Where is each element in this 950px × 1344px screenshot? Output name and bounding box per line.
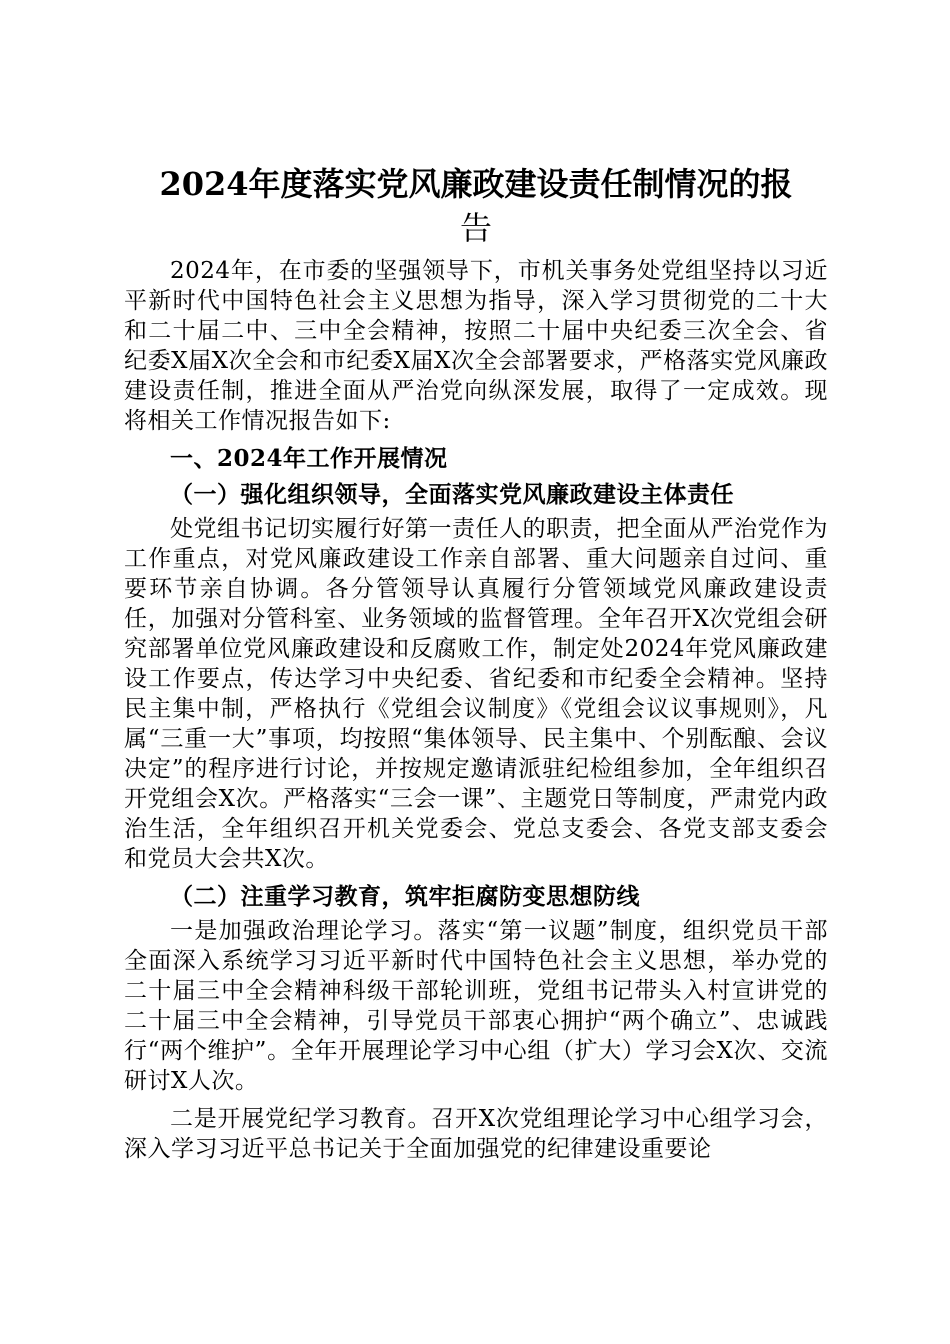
- subsection-1-paragraph: 处党组书记切实履行好第一责任人的职责，把全面从严治党作为工作重点，对党风廉政建设工作亲自部署、重大问题亲自过问、重要环节亲自协调。各分管领导认真履行分管领域党风廉政建设责任，加强对分管科室、业务领域的监督管理。全年召开X次党组会研究部署单位党风廉政建设和反腐败工作，制定处2024年党风廉政建设工作要点，传达学习中央纪委、省纪委和市纪委全会精神。坚持民主集中制，严格执行《党组会议制度》《党组会议议事规则》，凡属“三重一大”事项，均按照“集体领导、民主集中、个别酝酿、会议决定”的程序进行讨论，并按规定邀请派驻纪检组参加，全年组织召开党组会X次。严格落实“三会一课”、主题党日等制度，严肃党内政治生活，全年组织召开机关党委会、党总支委会、各党支部支委会和党员大会共X次。: [124, 516, 828, 872]
- intro-paragraph: 2024年，在市委的坚强领导下，市机关事务处党组坚持以习近平新时代中国特色社会主义思想为指导，深入学习贯彻党的二十大和二十届二中、三中全会精神，按照二十届中央纪委三次全会、省纪委X届X次全会和市纪委X届X次全会部署要求，严格落实党风廉政建设责任制，推进全面从严治党向纵深发展，取得了一定成效。现将相关工作情况报告如下:: [124, 258, 828, 434]
- document-page: [124, 162, 828, 1164]
- section-heading-1: 一、2024年工作开展情况: [170, 445, 448, 472]
- subsection-heading-1: （一）强化组织领导，全面落实党风廉政建设主体责任: [170, 481, 734, 508]
- subsection-2-paragraph-2: 二是开展党纪学习教育。召开X次党组理论学习中心组学习会，深入学习习近平总书记关于全面加强党的纪律建设重要论: [124, 1106, 828, 1162]
- subsection-heading-2: （二）注重学习教育，筑牢拒腐防变思想防线: [170, 883, 640, 910]
- document-title-continued: 告: [459, 209, 492, 247]
- document-title: 2024年度落实党风廉政建设责任制情况的报: [159, 165, 793, 203]
- subsection-2-paragraph-1: 一是加强政治理论学习。落实“第一议题”制度，组织党员干部全面深入系统学习习近平新时代中国特色社会主义思想，举办党的二十届三中全会精神科级干部轮训班，党组书记带头入村宣讲党的二十届三中全会精神，引导党员干部衷心拥护“两个确立”、忠诚践行“两个维护”。全年开展理论学习中心组（扩大）学习会X次、交流研讨X人次。: [124, 918, 828, 1094]
